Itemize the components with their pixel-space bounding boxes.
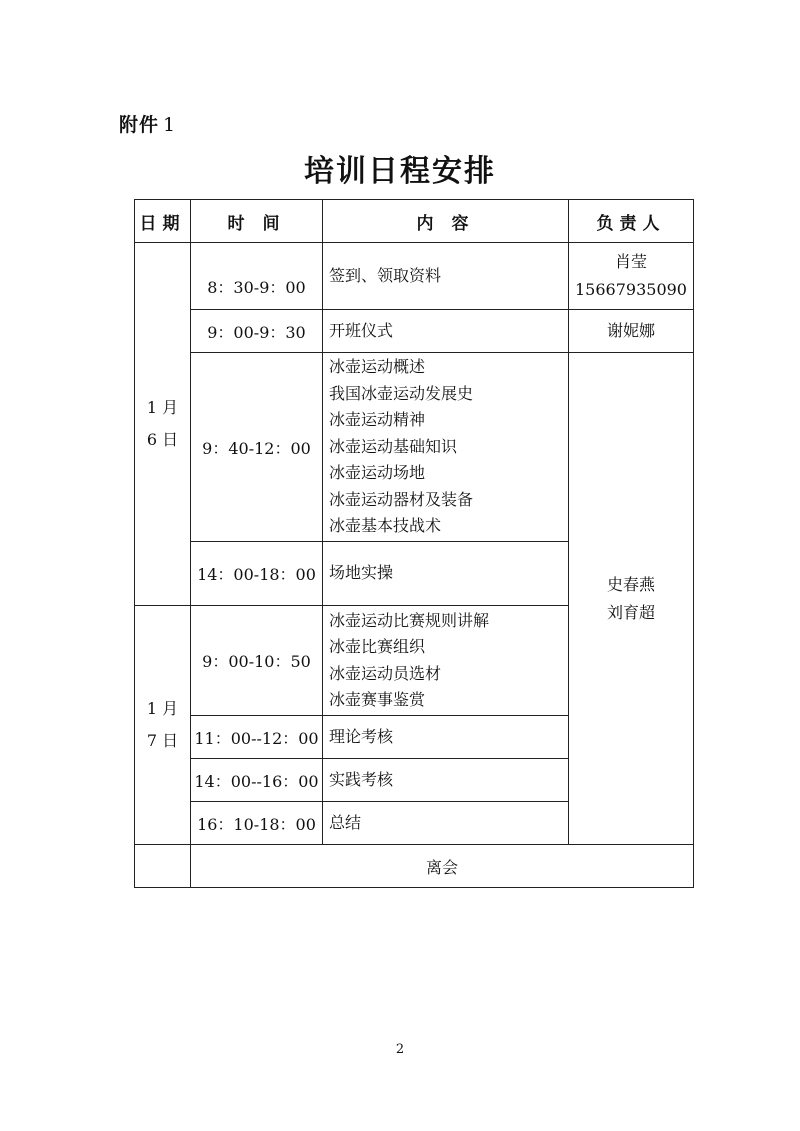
- person-cell-2: 谢妮娜: [569, 310, 694, 353]
- header-time: 时 间: [191, 200, 323, 243]
- content-cell: [323, 542, 569, 606]
- content-item: 总结: [329, 812, 362, 832]
- content-item: 冰壶运动器材及装备: [329, 489, 474, 509]
- content-cell: [323, 802, 569, 845]
- content-cell: [323, 243, 569, 310]
- person-name: 肖莹: [614, 252, 647, 271]
- time-cell: 8：30-9：00: [191, 243, 323, 310]
- content-cell: [323, 310, 569, 353]
- attachment-number: 1: [163, 114, 177, 136]
- time-cell: 9：00-10：50: [191, 606, 323, 716]
- table-row: [135, 353, 694, 542]
- header-content: 内 容: [323, 200, 569, 243]
- content-cell: [323, 606, 569, 716]
- attachment-label: [119, 110, 176, 137]
- content-item: 冰壶比赛组织: [329, 637, 426, 656]
- time-cell: 11：00--12：00: [191, 716, 323, 759]
- table-row: [135, 310, 694, 353]
- header-date: 日期: [135, 200, 191, 243]
- time-cell: 14：00--16：00: [191, 759, 323, 802]
- content-item: 冰壶基本技战术: [329, 516, 442, 536]
- content-cell: [323, 353, 569, 542]
- person-phone: 15667935090: [575, 280, 687, 299]
- time-cell: 9：00-9：30: [191, 310, 323, 353]
- content-item: 冰壶运动场地: [329, 463, 426, 483]
- person-cell-1: [569, 243, 694, 310]
- content-item: 冰壶赛事鉴赏: [329, 690, 426, 709]
- content-item: 开班仪式: [329, 320, 394, 340]
- table-row-closing: [135, 845, 694, 888]
- person-name: 史春燕: [606, 574, 655, 594]
- closing-empty-cell: [135, 845, 191, 888]
- date-day: 7 日: [146, 731, 179, 750]
- date-day: 6 日: [146, 430, 179, 449]
- content-item: 冰壶运动比赛规则讲解: [329, 610, 490, 630]
- schedule-table: [134, 199, 694, 888]
- header-person: 负责人: [569, 200, 694, 243]
- table-row: [135, 243, 694, 310]
- content-item: 理论考核: [329, 726, 394, 746]
- content-item: 冰壶运动精神: [329, 410, 426, 430]
- time-cell: 16：10-18：00: [191, 802, 323, 845]
- page-title: 培训日程安排: [304, 154, 496, 189]
- content-cell: [323, 759, 569, 802]
- content-item: 冰壶运动员选材: [329, 663, 442, 683]
- content-cell: [323, 716, 569, 759]
- time-cell: 9：40-12：00: [191, 353, 323, 542]
- content-item: 签到、领取资料: [329, 265, 442, 285]
- page-number: 2: [395, 1042, 405, 1057]
- date-month: 1 月: [146, 398, 179, 417]
- person-cell-3: [569, 353, 694, 845]
- person-name: 刘育超: [606, 602, 655, 622]
- content-item: 实践考核: [329, 769, 394, 789]
- attachment-text: 附件: [119, 114, 160, 136]
- content-item: 冰壶运动概述: [329, 357, 426, 377]
- table-header-row: [135, 200, 694, 243]
- content-item: 场地实操: [329, 563, 394, 583]
- date-month: 1 月: [146, 699, 179, 718]
- content-item: 冰壶运动基础知识: [329, 436, 458, 456]
- closing-cell: 离会: [191, 845, 694, 888]
- time-cell: 14：00-18：00: [191, 542, 323, 606]
- date-cell-day2: [135, 606, 191, 845]
- date-cell-day1: [135, 243, 191, 606]
- content-item: 我国冰壶运动发展史: [329, 383, 474, 403]
